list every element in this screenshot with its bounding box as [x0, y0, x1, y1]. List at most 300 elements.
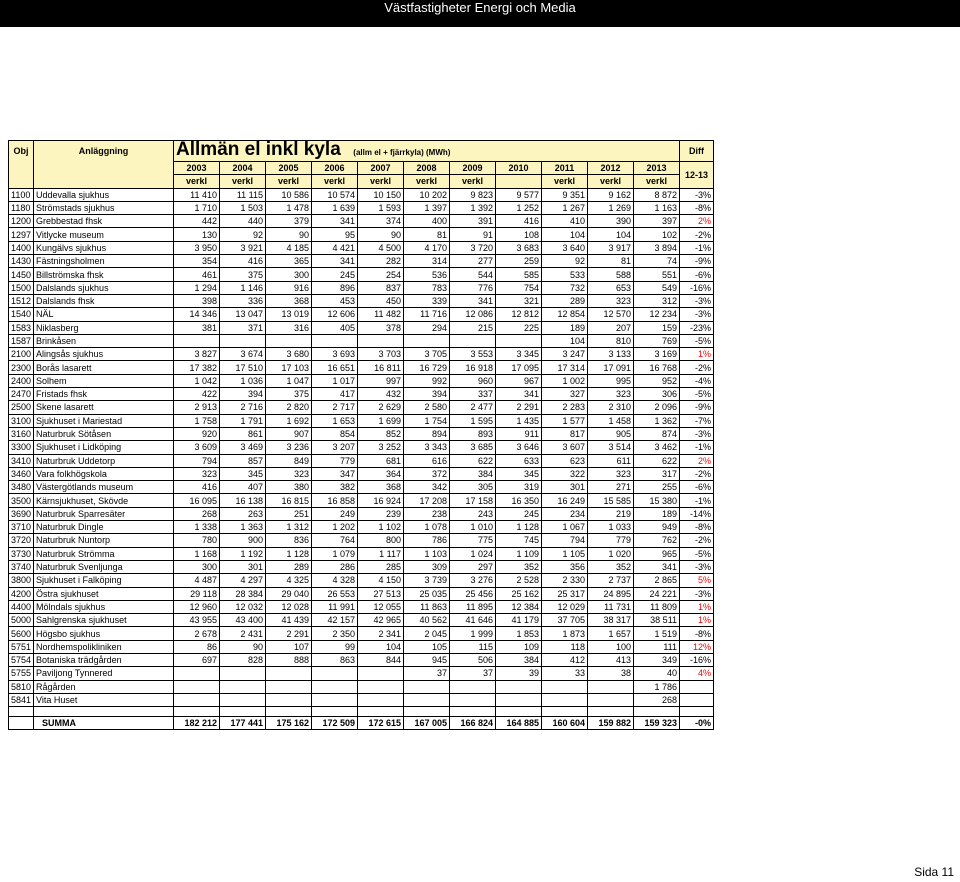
verkl-header: verkl	[312, 175, 358, 188]
value-cell: 697	[174, 653, 220, 666]
value-cell	[312, 680, 358, 693]
value-cell: 3 247	[542, 348, 588, 361]
value-cell: 1 392	[450, 201, 496, 214]
value-cell: 432	[358, 388, 404, 401]
value-cell: 43 400	[220, 614, 266, 627]
value-cell: 321	[496, 294, 542, 307]
value-cell: 394	[404, 388, 450, 401]
year-header: 2007	[358, 162, 404, 175]
value-cell: 916	[266, 281, 312, 294]
table-row	[9, 414, 714, 427]
value-cell: 118	[542, 640, 588, 653]
facility-name-cell: Rågården	[34, 680, 174, 693]
value-cell: 234	[542, 507, 588, 520]
obj-cell: 3710	[9, 521, 34, 534]
value-cell: 10 150	[358, 188, 404, 201]
value-cell: 251	[266, 507, 312, 520]
value-cell: 4 170	[404, 241, 450, 254]
value-cell: 1 754	[404, 414, 450, 427]
value-cell: 11 115	[220, 188, 266, 201]
value-cell: 391	[450, 215, 496, 228]
value-cell: 3 683	[496, 241, 542, 254]
table-row	[9, 441, 714, 454]
table-row	[9, 388, 714, 401]
value-cell	[450, 680, 496, 693]
value-cell: 277	[450, 255, 496, 268]
value-cell: 533	[542, 268, 588, 281]
value-cell: 38 511	[634, 614, 680, 627]
value-cell: 416	[496, 215, 542, 228]
table-row	[9, 255, 714, 268]
spacer-cell	[9, 707, 34, 717]
value-cell: 2 913	[174, 401, 220, 414]
value-cell: 2 477	[450, 401, 496, 414]
value-cell: 245	[312, 268, 358, 281]
value-cell: 10 574	[312, 188, 358, 201]
value-cell: 282	[358, 255, 404, 268]
value-cell	[496, 680, 542, 693]
value-cell: 91	[450, 228, 496, 241]
value-cell: 1 036	[220, 374, 266, 387]
obj-cell: 1587	[9, 334, 34, 347]
page-number: Sida 11	[914, 865, 954, 879]
value-cell: 4 297	[220, 574, 266, 587]
spacer-cell	[220, 707, 266, 717]
value-cell: 39	[496, 667, 542, 680]
value-cell: 783	[404, 281, 450, 294]
value-cell: 375	[220, 268, 266, 281]
value-cell: 2 580	[404, 401, 450, 414]
obj-cell: 2470	[9, 388, 34, 401]
value-cell: 8 872	[634, 188, 680, 201]
value-cell: 1 146	[220, 281, 266, 294]
value-cell: 779	[312, 454, 358, 467]
value-cell: 390	[588, 215, 634, 228]
value-cell: 37 705	[542, 614, 588, 627]
value-cell: 2 096	[634, 401, 680, 414]
value-cell: 341	[312, 215, 358, 228]
value-cell: 16 729	[404, 361, 450, 374]
facility-name-cell: Nordhemspolikliniken	[34, 640, 174, 653]
table-title-cell	[174, 141, 680, 162]
value-cell: 2 291	[496, 401, 542, 414]
value-cell: 215	[450, 321, 496, 334]
value-cell: 9 351	[542, 188, 588, 201]
value-cell: 622	[450, 454, 496, 467]
value-cell: 849	[266, 454, 312, 467]
verkl-header: verkl	[266, 175, 312, 188]
value-cell: 837	[358, 281, 404, 294]
summa-value-cell: 177 441	[220, 717, 266, 730]
value-cell: 2 341	[358, 627, 404, 640]
value-cell: 536	[404, 268, 450, 281]
value-cell: 104	[542, 228, 588, 241]
value-cell: 189	[634, 507, 680, 520]
value-cell: 407	[220, 481, 266, 494]
value-cell: 857	[220, 454, 266, 467]
value-cell	[358, 667, 404, 680]
facility-name-cell: Solhem	[34, 374, 174, 387]
value-cell: 4 487	[174, 574, 220, 587]
value-cell: 81	[404, 228, 450, 241]
obj-cell: 1540	[9, 308, 34, 321]
diff-cell: -3%	[680, 188, 714, 201]
value-cell: 38	[588, 667, 634, 680]
value-cell: 16 768	[634, 361, 680, 374]
obj-cell: 2100	[9, 348, 34, 361]
value-cell: 259	[496, 255, 542, 268]
value-cell: 17 158	[450, 494, 496, 507]
value-cell: 4 328	[312, 574, 358, 587]
diff-cell: -3%	[680, 294, 714, 307]
value-cell: 992	[404, 374, 450, 387]
value-cell: 588	[588, 268, 634, 281]
value-cell: 745	[496, 534, 542, 547]
table-row	[9, 653, 714, 666]
year-header: 2011	[542, 162, 588, 175]
value-cell: 965	[634, 547, 680, 560]
value-cell: 863	[312, 653, 358, 666]
value-cell: 380	[266, 481, 312, 494]
diff-cell: -2%	[680, 361, 714, 374]
value-cell: 3 236	[266, 441, 312, 454]
value-cell: 25 317	[542, 587, 588, 600]
value-cell	[542, 680, 588, 693]
diff-cell: -8%	[680, 201, 714, 214]
summa-value-cell: 164 885	[496, 717, 542, 730]
value-cell: 1 105	[542, 547, 588, 560]
table-row	[9, 521, 714, 534]
value-cell: 268	[174, 507, 220, 520]
value-cell: 1 078	[404, 521, 450, 534]
value-cell: 844	[358, 653, 404, 666]
value-cell: 90	[220, 640, 266, 653]
value-cell: 854	[312, 427, 358, 440]
facility-name-cell: Paviljong Tynnered	[34, 667, 174, 680]
diff-cell: 12%	[680, 640, 714, 653]
facility-name-cell: Dalslands sjukhus	[34, 281, 174, 294]
table-row	[9, 560, 714, 573]
value-cell: 852	[358, 427, 404, 440]
value-cell	[174, 680, 220, 693]
diff-cell: 5%	[680, 574, 714, 587]
obj-cell: 5841	[9, 693, 34, 706]
spacer-cell	[450, 707, 496, 717]
value-cell: 108	[496, 228, 542, 241]
value-cell: 364	[358, 467, 404, 480]
value-cell: 1 458	[588, 414, 634, 427]
obj-cell: 3730	[9, 547, 34, 560]
value-cell	[450, 693, 496, 706]
value-cell: 86	[174, 640, 220, 653]
value-cell: 289	[266, 560, 312, 573]
verkl-header: verkl	[634, 175, 680, 188]
value-cell: 416	[220, 255, 266, 268]
value-cell: 4 325	[266, 574, 312, 587]
year-header: 2012	[588, 162, 634, 175]
value-cell: 379	[266, 215, 312, 228]
value-cell: 368	[266, 294, 312, 307]
diff-cell: -7%	[680, 414, 714, 427]
value-cell: 263	[220, 507, 266, 520]
obj-cell: 1500	[9, 281, 34, 294]
obj-cell: 5751	[9, 640, 34, 653]
year-header: 2009	[450, 162, 496, 175]
value-cell: 375	[266, 388, 312, 401]
value-cell: 90	[358, 228, 404, 241]
diff-cell	[680, 680, 714, 693]
value-cell: 3 207	[312, 441, 358, 454]
obj-cell: 1450	[9, 268, 34, 281]
value-cell: 41 439	[266, 614, 312, 627]
value-cell: 249	[312, 507, 358, 520]
obj-cell: 3800	[9, 574, 34, 587]
summa-value-cell: 167 005	[404, 717, 450, 730]
value-cell: 14 346	[174, 308, 220, 321]
value-cell: 243	[450, 507, 496, 520]
value-cell	[174, 334, 220, 347]
diff-cell: -5%	[680, 388, 714, 401]
value-cell: 1 128	[266, 547, 312, 560]
value-cell: 1 047	[266, 374, 312, 387]
value-cell: 1 786	[634, 680, 680, 693]
value-cell: 323	[588, 388, 634, 401]
value-cell: 1 699	[358, 414, 404, 427]
value-cell: 2 629	[358, 401, 404, 414]
spacer-cell	[174, 707, 220, 717]
value-cell: 245	[496, 507, 542, 520]
diff-cell: -16%	[680, 281, 714, 294]
value-cell: 1 873	[542, 627, 588, 640]
summa-value-cell: 182 212	[174, 717, 220, 730]
verkl-header: verkl	[588, 175, 634, 188]
diff-cell: 4%	[680, 667, 714, 680]
value-cell	[404, 693, 450, 706]
value-cell	[588, 693, 634, 706]
value-cell: 378	[358, 321, 404, 334]
table-row	[9, 627, 714, 640]
value-cell: 12 029	[542, 600, 588, 613]
value-cell: 301	[542, 481, 588, 494]
verkl-header: verkl	[450, 175, 496, 188]
value-cell	[266, 680, 312, 693]
value-cell: 104	[358, 640, 404, 653]
value-cell: 317	[634, 467, 680, 480]
value-cell: 337	[450, 388, 496, 401]
value-cell: 10 586	[266, 188, 312, 201]
value-cell: 3 276	[450, 574, 496, 587]
table-row	[9, 587, 714, 600]
diff-cell: -23%	[680, 321, 714, 334]
value-cell: 1 109	[496, 547, 542, 560]
facility-name-cell: Dalslands fhsk	[34, 294, 174, 307]
obj-cell: 1512	[9, 294, 34, 307]
value-cell: 15 585	[588, 494, 634, 507]
value-cell: 1 042	[174, 374, 220, 387]
obj-cell: 3410	[9, 454, 34, 467]
value-cell: 461	[174, 268, 220, 281]
obj-cell: 3300	[9, 441, 34, 454]
value-cell: 3 827	[174, 348, 220, 361]
value-cell: 29 040	[266, 587, 312, 600]
table-row	[9, 348, 714, 361]
value-cell	[496, 334, 542, 347]
value-cell: 255	[634, 481, 680, 494]
value-cell: 3 950	[174, 241, 220, 254]
value-cell: 2 310	[588, 401, 634, 414]
facility-name-cell: Kärnsjukhuset, Skövde	[34, 494, 174, 507]
obj-cell: 2300	[9, 361, 34, 374]
value-cell: 3 703	[358, 348, 404, 361]
value-cell: 1 067	[542, 521, 588, 534]
value-cell: 322	[542, 467, 588, 480]
value-cell: 653	[588, 281, 634, 294]
value-cell: 417	[312, 388, 358, 401]
diff-cell: -3%	[680, 560, 714, 573]
value-cell: 104	[542, 334, 588, 347]
value-cell: 11 895	[450, 600, 496, 613]
value-cell: 828	[220, 653, 266, 666]
value-cell: 345	[220, 467, 266, 480]
value-cell: 764	[312, 534, 358, 547]
value-cell: 11 809	[634, 600, 680, 613]
obj-cell: 1430	[9, 255, 34, 268]
value-cell: 3 705	[404, 348, 450, 361]
spacer-cell	[404, 707, 450, 717]
value-cell: 16 924	[358, 494, 404, 507]
value-cell: 41 179	[496, 614, 542, 627]
value-cell: 2 865	[634, 574, 680, 587]
year-header: 2003	[174, 162, 220, 175]
value-cell: 16 811	[358, 361, 404, 374]
diff-cell: -1%	[680, 494, 714, 507]
value-cell: 1 639	[312, 201, 358, 214]
value-cell: 354	[174, 255, 220, 268]
value-cell: 1 079	[312, 547, 358, 560]
value-cell: 616	[404, 454, 450, 467]
value-cell: 3 680	[266, 348, 312, 361]
value-cell: 794	[542, 534, 588, 547]
obj-cell: 2500	[9, 401, 34, 414]
value-cell	[266, 667, 312, 680]
value-cell: 130	[174, 228, 220, 241]
facility-name-cell: Naturbruk Sparresäter	[34, 507, 174, 520]
table-row	[9, 494, 714, 507]
value-cell	[174, 693, 220, 706]
value-cell: 2 737	[588, 574, 634, 587]
verkl-header	[496, 175, 542, 188]
value-cell: 1 024	[450, 547, 496, 560]
value-cell: 405	[312, 321, 358, 334]
value-cell: 301	[220, 560, 266, 573]
value-cell: 786	[404, 534, 450, 547]
facility-name-cell: Sjukhuset i Lidköping	[34, 441, 174, 454]
value-cell: 945	[404, 653, 450, 666]
value-cell: 11 410	[174, 188, 220, 201]
value-cell: 9 823	[450, 188, 496, 201]
value-cell	[220, 667, 266, 680]
value-cell: 37	[404, 667, 450, 680]
spacer-cell	[312, 707, 358, 717]
value-cell: 836	[266, 534, 312, 547]
table-row	[9, 281, 714, 294]
value-cell: 2 678	[174, 627, 220, 640]
year-header: 2005	[266, 162, 312, 175]
value-cell: 810	[588, 334, 634, 347]
value-cell	[312, 667, 358, 680]
year-header: 2006	[312, 162, 358, 175]
value-cell: 894	[404, 427, 450, 440]
diff-cell: -3%	[680, 427, 714, 440]
value-cell	[358, 680, 404, 693]
value-cell: 368	[358, 481, 404, 494]
value-cell: 16 858	[312, 494, 358, 507]
summa-diff-cell: -0%	[680, 717, 714, 730]
value-cell: 189	[542, 321, 588, 334]
value-cell	[542, 693, 588, 706]
value-cell: 2 716	[220, 401, 266, 414]
value-cell: 888	[266, 653, 312, 666]
facility-name-cell: Naturbruk Uddetorp	[34, 454, 174, 467]
value-cell: 416	[174, 481, 220, 494]
value-cell: 1 595	[450, 414, 496, 427]
facility-name-cell: Alingsås sjukhus	[34, 348, 174, 361]
diff-cell: -9%	[680, 401, 714, 414]
facility-name-cell: Mölndals sjukhus	[34, 600, 174, 613]
value-cell: 633	[496, 454, 542, 467]
value-cell: 1 577	[542, 414, 588, 427]
value-cell: 1 267	[542, 201, 588, 214]
diff-cell: -9%	[680, 255, 714, 268]
value-cell: 1 294	[174, 281, 220, 294]
value-cell: 323	[588, 467, 634, 480]
value-cell: 1 017	[312, 374, 358, 387]
value-cell: 413	[588, 653, 634, 666]
value-cell: 342	[404, 481, 450, 494]
year-header: 2013	[634, 162, 680, 175]
summa-label: SUMMA	[34, 717, 174, 730]
value-cell: 453	[312, 294, 358, 307]
verkl-header: verkl	[174, 175, 220, 188]
table-row	[9, 507, 714, 520]
verkl-header: verkl	[220, 175, 266, 188]
value-cell: 907	[266, 427, 312, 440]
diff-cell: -6%	[680, 481, 714, 494]
value-cell: 115	[450, 640, 496, 653]
diff-period-header: 12-13	[680, 162, 714, 189]
diff-cell: -5%	[680, 547, 714, 560]
value-cell: 997	[358, 374, 404, 387]
value-cell: 349	[634, 653, 680, 666]
spacer-cell	[34, 707, 174, 717]
table-row	[9, 268, 714, 281]
value-cell: 779	[588, 534, 634, 547]
value-cell: 90	[266, 228, 312, 241]
value-cell	[358, 693, 404, 706]
value-cell: 25 456	[450, 587, 496, 600]
value-cell	[312, 334, 358, 347]
table-row	[9, 693, 714, 706]
value-cell	[220, 334, 266, 347]
value-cell: 394	[220, 388, 266, 401]
obj-cell: 5755	[9, 667, 34, 680]
value-cell: 341	[496, 388, 542, 401]
value-cell: 1 010	[450, 521, 496, 534]
value-cell: 3 607	[542, 441, 588, 454]
obj-cell: 1583	[9, 321, 34, 334]
value-cell: 3 343	[404, 441, 450, 454]
table-row	[9, 600, 714, 613]
